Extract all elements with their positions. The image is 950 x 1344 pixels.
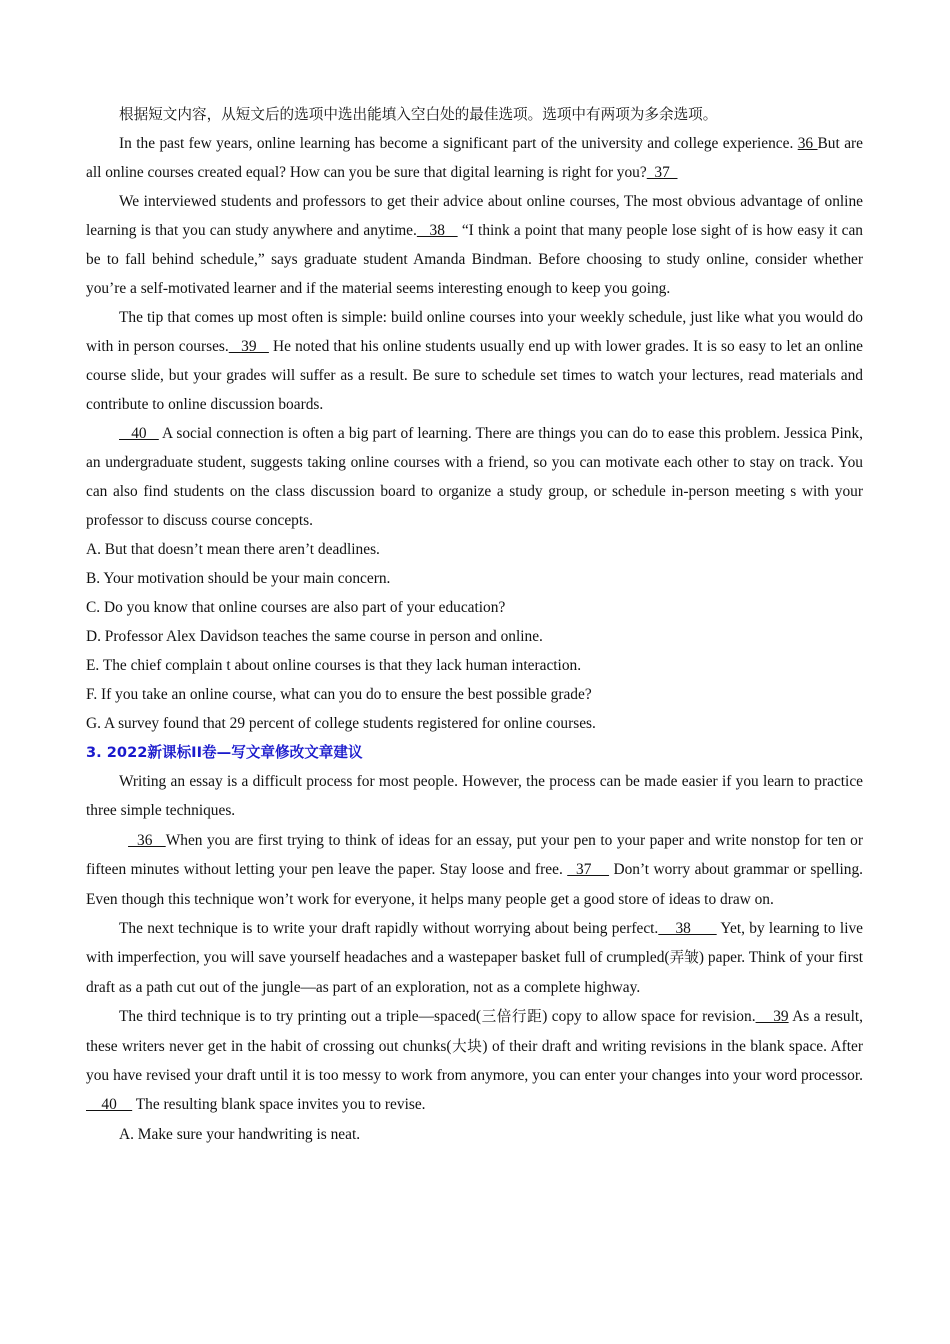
blank-38: 38 (416, 222, 458, 239)
blank-36: 36 (128, 831, 166, 849)
text-run: In the past few years, online learning has become a significant part of the university and college experience. (119, 135, 798, 152)
passage2-paragraph-1: Writing an essay is a difficult process for most people. However, the process can be made easier if you learn to practice three simple techniques. (86, 773, 863, 820)
passage1-paragraph-4 (86, 419, 863, 535)
passage2-paragraph-4 (86, 1002, 863, 1120)
option-c: C. Do you know that online courses are also part of your education? (86, 599, 506, 616)
text-run: The resulting blank space invites you to revise. (132, 1096, 426, 1114)
text-run: ) paper. Think of your first draft as a path cut out of the jungle—as part of an exploration, not as a complete highway. (86, 949, 863, 996)
blank-37: 37 (567, 861, 610, 879)
text-run: But are all online courses created equal? How can you be sure that digital learning is right for you? (86, 135, 863, 181)
text-run: We interviewed students and professors to get their advice about online courses, The most obvious advantage of online learning is that you can study anywhere and anytime. (86, 193, 863, 239)
blank-37: 37 (646, 164, 678, 181)
option-e: E. The chief complain t about online courses is that they lack human interaction. (86, 657, 582, 674)
text-run: ) of their draft and writing revisions in the blank space. After you have revised your draft until it is too messy to work from anymore, you can enter your changes into your word processor. (86, 1037, 863, 1085)
chinese-gloss: 三倍行距 (481, 1008, 543, 1026)
blank-40: 40 (86, 1096, 133, 1114)
text-run: The third technique is to try printing out a triple—spaced( (119, 1008, 482, 1026)
text-run: “I think a point that many people lose sight of is how easy it can be to fall behind schedule,” says graduate student Amanda Bindman. Before choosing to study online, consider whether you’re a self-motivated learner and if the material seems interesting enough to keep you going. (86, 222, 863, 297)
text-run: When you are first trying to think of ideas for an essay, put your pen to your paper and write nonstop for ten or fifteen minutes without letting your pen leave the paper. Stay loose and free. (86, 831, 864, 879)
passage2-paragraph-2 (86, 826, 863, 914)
document-page (86, 100, 863, 1149)
instruction-text: 根据短文内容，从短文后的选项中选出能填入空白处的最佳选项。选项中有两项为多余选项。 (119, 106, 718, 123)
text-run: A social connection is often a big part of learning. There are things you can do to ease this problem. Jessica Pink, an undergraduate student, suggests taking online courses with a friend, so you can motivate each other to stay on track. You can also find students on the class discussion board to organize a study group, or schedule in-person meeting s with your professor to discuss course concepts. (86, 425, 863, 529)
text-run: The tip that comes up most often is simple: build online courses into your weekly schedule, just like what you would do with in person courses. (86, 309, 863, 355)
text-run: ) copy to allow space for revision. (542, 1008, 756, 1026)
option-g: G. A survey found that 29 percent of college students registered for online courses. (86, 715, 596, 732)
passage1-paragraph-1 (86, 129, 863, 187)
passage1-paragraph-3 (86, 303, 863, 419)
text-run: He noted that his online students usually end up with lower grades. It is so easy to let an online course slide, but your grades will suffer as a result. Be sure to schedule set times to watch your lectures, read materials and contribute to online discussion boards. (86, 338, 863, 413)
text-run: Don’t worry about grammar or spelling. Even though this technique won’t work for everyone, it helps many people get a good store of ideas to draw on. (86, 861, 864, 908)
blank-40: 40 (119, 425, 159, 442)
blank-36: 36 (797, 135, 818, 152)
blank-38: 38 (658, 920, 717, 938)
option-d: D. Professor Alex Davidson teaches the same course in person and online. (86, 628, 543, 645)
passage2-paragraph-3 (86, 914, 863, 1002)
blank-39: 39 (755, 1008, 789, 1026)
chinese-gloss: 弄皱 (669, 949, 699, 967)
option-b: B. Your motivation should be your main concern. (86, 570, 391, 587)
passage1-paragraph-2 (86, 187, 863, 303)
blank-39: 39 (228, 338, 269, 355)
text-run: Yet, by learning to live with imperfection, you will save yourself headaches and a wastepaper basket full of crumpled( (86, 920, 864, 967)
text-run: The next technique is to write your draft rapidly without worrying about being perfect. (119, 920, 659, 938)
option-a: A. But that doesn’t mean there aren’t deadlines. (86, 541, 380, 558)
option-a: A. Make sure your handwriting is neat. (119, 1125, 361, 1143)
chinese-gloss: 大块 (451, 1037, 483, 1055)
option-f: F. If you take an online course, what can you do to ensure the best possible grade? (86, 686, 592, 703)
text-run (119, 832, 128, 849)
text-run: As a result, these writers never get in the habit of crossing out chunks( (86, 1008, 864, 1055)
section-heading: 3. 2022新课标II卷—写文章修改文章建议 (86, 744, 363, 761)
